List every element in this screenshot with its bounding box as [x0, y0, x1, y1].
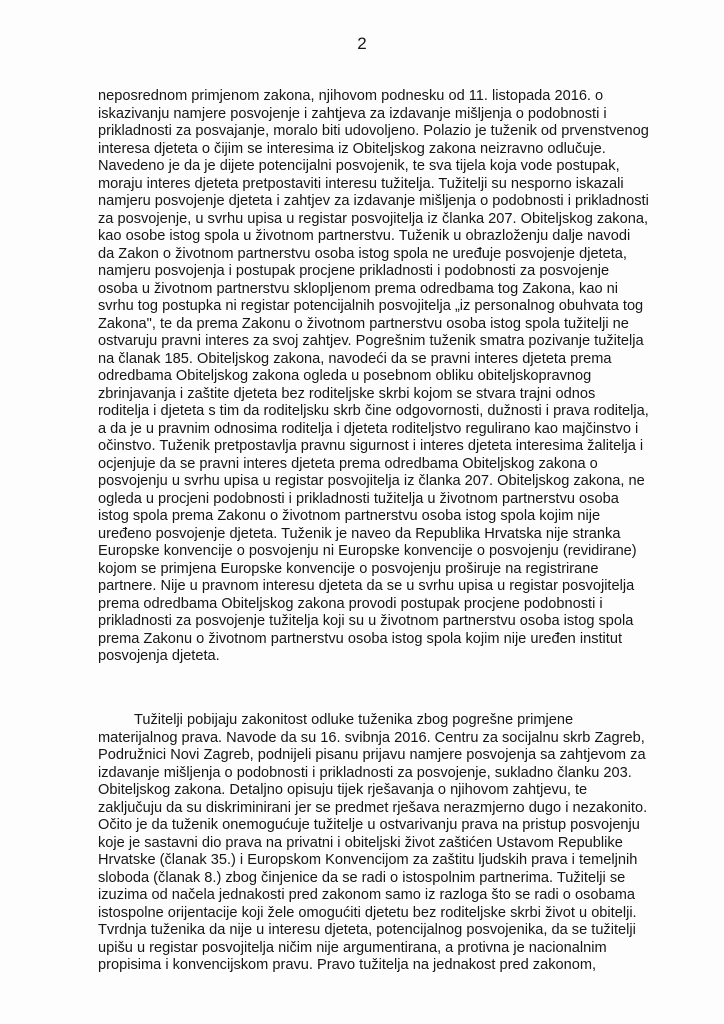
text-line: partnere. Nije u pravnom interesu djeteta da se u svrhu upisa u registar posvojitelja [98, 578, 635, 594]
text-line: ogleda u procjeni podobnosti i prikladnosti tužitelja u životnom partnerstvu osoba [98, 490, 619, 507]
text-line: istospolne orijentacije koji žele omogućiti djetetu bez roditeljske skrbi život u obitelji. [98, 904, 637, 921]
text-line: za posvojenje, u svrhu upisa u registar posvojitelja iz članka 207. Obiteljskog zakona, [98, 210, 649, 227]
text-line: sloboda (članak 8.) zbog činjenice da se radi o istospolnim partnerima. Tužitelji se [98, 869, 626, 886]
text-line: iskazivanju namjere posvojenje i zahtjeva za izdavanje mišljenja o podobnosti i [98, 105, 607, 122]
text-line: očinstvo. Tuženik pretpostavlja pravnu sigurnost i interes djeteta interesima žalitelja i [98, 438, 644, 454]
text-line: zaključuju da su diskriminirani jer se predmet rješava nerazmjerno dugo i nezakonito. [98, 799, 648, 816]
text-line: Tvrdnja tuženika da nije u interesu djeteta, potencijalnog posvojenika, da se tužitelji [98, 922, 636, 938]
text-line: namjeru posvojenja i postupak procjene prikladnosti i podobnosti za posvojenje [98, 263, 610, 279]
text-line: moraju interes djeteta pretpostaviti interesu tužitelja. Tužitelji su nesporno iskazali [98, 175, 624, 192]
text-line: na članak 185. Obiteljskog zakona, navodeći da se pravni interes djeteta prema [98, 350, 612, 367]
text-line: istog spola prema Zakonu o životnom partnerstvu osoba istog spola kojim nije [98, 508, 601, 524]
text-line: prikladnosti za posvajanje, moralo biti udovoljeno. Polazio je tuženik od prvenstvenog [98, 123, 649, 139]
text-line: namjeru posvojenje djeteta i zahtjev za izdavanje mišljenja o podobnosti i prikladnosti [98, 193, 649, 209]
text-line: roditelja i djeteta s tim da roditeljsku skrb čine odgovornosti, dužnosti i prava roditelja, [98, 403, 649, 419]
text-line: Zakona", te da prema Zakonu o životnom partnerstvu osoba istog spola tužitelji ne [98, 315, 629, 332]
text-line: odredbama Obiteljskog zakona ogleda u posebnom obliku obiteljskopravnog [98, 368, 592, 384]
text-line: koje je sastavni dio prava na privatni i obiteljski život zaštićen Ustavom Republike [98, 834, 623, 851]
text-line: svrhu tog postupka ni registar potencijalnih posvojitelja „iz personalnog obuhvata tog [98, 298, 644, 314]
text-line: Očito je da tuženik onemogućuje tužitelje u ostvarivanju prava na pristup posvojenju [98, 817, 640, 833]
text-line: Obiteljskog zakona. Detaljno opisuju tijek rješavanja o njihovom zahtjevu, te [98, 782, 588, 798]
text-line: osoba u životnom partnerstvu sklopljenom prema odredbama tog Zakona, kao ni [98, 280, 618, 297]
text-line: posvojenja djeteta. [98, 648, 220, 664]
text-line: Europske konvencije o posvojenju ni Europske konvencije o posvojenju (revidirane) [98, 543, 637, 559]
text-line: Navedeno je da je dijete potencijalni posvojenik, te sva tijela koja vode postupak, [98, 158, 620, 174]
text-line: Tužitelji pobijaju zakonitost odluke tuženika zbog pogrešne primjene [134, 712, 574, 728]
text-line: Podružnici Novi Zagreb, podnijeli pisanu prijavu namjere posvojenja sa zahtjevom za [98, 747, 646, 763]
text-line: prema odredbama Obiteljskog zakona provodi postupak procjene podobnosti i [98, 595, 603, 612]
text-line: zbrinjavanja i zaštite djeteta bez roditeljske skrbi kojom se stvara trajni odnos [98, 385, 596, 402]
page-number: 2 [357, 34, 367, 53]
text-line: da Zakon o životnom partnerstvu osoba istog spola ne uređuje posvojenje djeteta, [98, 245, 627, 262]
text-line: prema Zakonu o životnom partnerstvu osoba istog spola kojim nije uređen institut [98, 630, 623, 647]
text-line: uređeno posvojenje djeteta. Tuženik je naveo da Republika Hrvatska nije stranka [98, 525, 621, 542]
paragraph-2 [98, 712, 706, 975]
text-line: ocjenjuje da se pravni interes djeteta prema odredbama Obiteljskog zakona o [98, 455, 598, 472]
text-line: posvojenju u svrhu upisa u registar posvojitelja iz članka 207. Obiteljskog zakona, ne [98, 473, 645, 489]
text-line: izuzima od načela jednakosti pred zakonom samo iz razloga što se radi o osobama [98, 887, 636, 903]
text-line: prikladnosti za posvojenje tužitelja koji su u životnom partnerstvu osoba istog spola [98, 613, 634, 629]
text-line: izdavanje mišljenja o podobnosti i prikladnosti za posvojenje, sukladno članku 203. [98, 764, 632, 781]
text-line: ostvaruju pravni interes za svoj zahtjev. Pogrešnim tuženik smatra pozivanje tužitelja [98, 333, 644, 349]
text-line: propisima i konvencijskom pravu. Pravo tužitelja na jednakost pred zakonom, [98, 957, 597, 973]
text-line: kojom se primjena Europske konvencije o posvojenju proširuje na registrirane [98, 560, 599, 577]
text-line: upišu u registar posvojitelja ničim nije argumentirana, a protivna je nacionalnim [98, 939, 607, 956]
text-line: interesa djeteta o čijim se interesima iz Obiteljskog zakona neizravno odlučuje. [98, 140, 606, 157]
text-line: Hrvatske (članak 35.) i Europskom Konvencijom za zaštitu ljudskih prava i temeljnih [98, 852, 638, 868]
text-line: kao osobe istog spola u životnom partnerstvu. Tuženik u obrazloženju dalje navodi [98, 228, 631, 244]
paragraph-1 [98, 88, 706, 666]
text-line: neposrednom primjenom zakona, njihovom podnesku od 11. listopada 2016. o [98, 88, 604, 104]
text-line: a da je u pravnim odnosima roditelja i djeteta roditeljstvo regulirano kao majčinstvo i [98, 420, 639, 437]
text-line: materijalnog prava. Navode da su 16. svibnja 2016. Centru za socijalnu skrb Zagreb, [98, 729, 645, 746]
